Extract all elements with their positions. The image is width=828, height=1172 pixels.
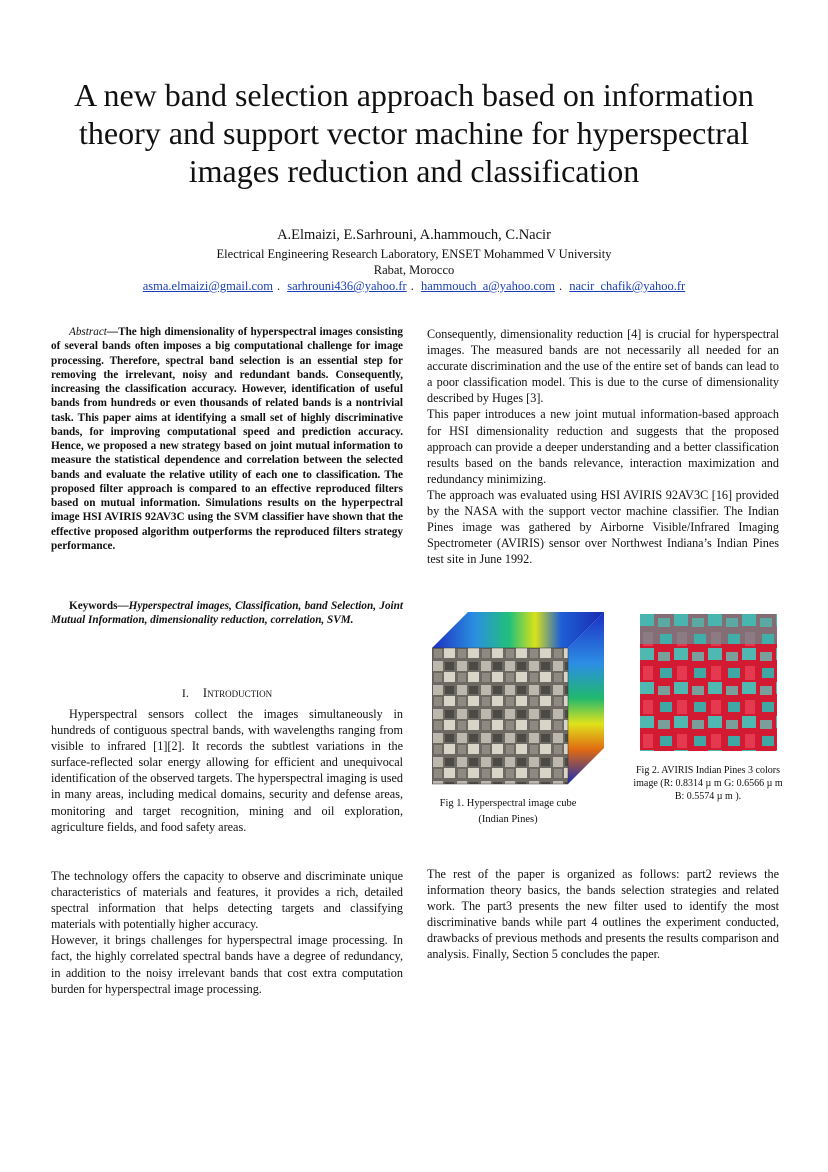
section-heading-introduction — [51, 686, 403, 700]
figure-1-caption: Fig 1. Hyperspectral image cube (Indian Pines) — [439, 798, 577, 825]
abstract — [51, 325, 403, 553]
email-link[interactable]: sarhrouni436@yahoo.fr — [287, 279, 407, 293]
abstract-label: Abstract— — [69, 326, 119, 338]
affiliation-line-2: Rabat, Morocco — [373, 263, 455, 277]
indian-pines-false-color-figure — [640, 614, 777, 751]
email-link[interactable]: nacir_chafik@yahoo.fr — [569, 279, 686, 293]
affiliation-line-1: Electrical Engineering Research Laboratory, ENSET Mohammed V University — [216, 247, 612, 261]
right-paragraph-4: The rest of the paper is organized as follows: part2 reviews the information theory basics, the bands selection strategies and related work. The part3 presents the new filter used to identify the most discriminative bands while part 4 outlines the experiment conducted, drawbacks of previous methods and presents the results comparison and analysis. Finally, Section 5 concludes the paper. — [427, 867, 779, 962]
hyperspectral-cube-figure — [432, 612, 604, 786]
right-paragraph-3: The approach was evaluated using HSI AVIRIS 92AV3C [16] provided by the NASA with the support vector machine classifier. The Indian Pines image was gathered by Airborne Visible/Infrared Imaging Spectrometer (AVIRIS) sensor over Northwest Indiana’s Indian Pines test site in June 1992. — [427, 487, 779, 567]
intro-paragraph-2: The technology offers the capacity to observe and discriminate unique characteristics of materials and features, it provides a rich, detailed spectral information that helps detecting targets and classifying materials with potentially higher accuracy. — [51, 869, 403, 932]
right-column-text — [427, 326, 779, 567]
intro-paragraph-3: However, it brings challenges for hyperspectral image processing. In fact, the highly correlated spectral bands have a degree of redundancy, in addition to the noisy irrelevant bands that cost extra computation burden for hyperspectral image processing. — [51, 933, 403, 996]
authors: A.Elmaizi, E.Sarhrouni, A.hammouch, C.Nacir — [277, 227, 551, 243]
intro-paragraph-1: Hyperspectral sensors collect the images simultaneously in hundreds of contiguous spectral bands, with wavelengths ranging from visible to infrared [1][2]. It records the subtlest variations in the surface-reflected solar energy allowing for efficient and unequivocal identification of the observed targets. The hyperspectral imaging is used in many areas, including medical domains, security and defense areas, monitoring and target recognition, mining and oil exploration, agriculture fields, and food safety areas. — [51, 707, 403, 834]
author-emails: asma.elmaizi@gmail.com . sarhrouni436@yahoo.fr . hammouch_a@yahoo.com . nacir_chafik@yahoo.fr — [142, 279, 686, 293]
section-title: Introduction — [202, 686, 273, 700]
keywords — [51, 599, 403, 628]
right-paragraph-1: Consequently, dimensionality reduction [4] is crucial for hyperspectral images. The measured bands are not necessarily all needed for an accurate discrimination and the use of the entire set of bands can lead to a poor classification model. This is due to the curse of dimensionality described by Huges [3]. — [427, 327, 779, 406]
right-paragraph-2: This paper introduces a new joint mutual information-based approach for HSI dimensionality reduction and suggests that the proposed approach can provide a deeper understanding and a better classification results based on the bands relevance, interaction maximization and redundancy minimizing. — [427, 407, 779, 486]
email-link[interactable]: hammouch_a@yahoo.com — [420, 279, 555, 293]
figure-2-caption: Fig 2. AVIRIS Indian Pines 3 colors image (R: 0.8314 µ m G: 0.6566 µ m B: 0.5574 µ m ). — [633, 765, 783, 802]
section-number: I. — [181, 686, 189, 700]
cube-front-face — [432, 648, 568, 784]
keywords-label: Keywords— — [69, 600, 129, 612]
abstract-text: The high dimensionality of hyperspectral images consisting of several bands often imposes a big computational challenge for image processing. Therefore, spectral band selection is an essential step for removing the irrelevant, noisy and redundant bands. Consequently, increasing the classification accuracy. However, identification of useful bands from hundreds or even thousands of related bands is a nontrivial task. This paper aims at identifying a small set of highly discriminative bands, for improving computational speed and prediction accuracy. Hence, we proposed a new strategy based on joint mutual information to measure the statistical dependence and correlation between the selected bands and evaluate the relative utility of each one to classification. The proposed filter approach is compared to an effective reproduced filters based on mutual information. Simulations results on the hyperpectral image HSI AVIRIS 92AV3C using the SVM classifier have shown that the effective proposed algorithm outperforms the reproduced filters strategy performance. — [51, 326, 403, 552]
intro-paragraphs-2 — [51, 868, 403, 997]
email-link[interactable]: asma.elmaizi@gmail.com — [142, 279, 273, 293]
paper-title: A new band selection approach based on information theory and support vector machine for hyperspectral images reduction and classification — [74, 77, 754, 189]
keywords-text: Hyperspectral images, Classification, band Selection, Joint Mutual Information, dimensionality reduction, correlation, SVM. — [51, 600, 403, 627]
